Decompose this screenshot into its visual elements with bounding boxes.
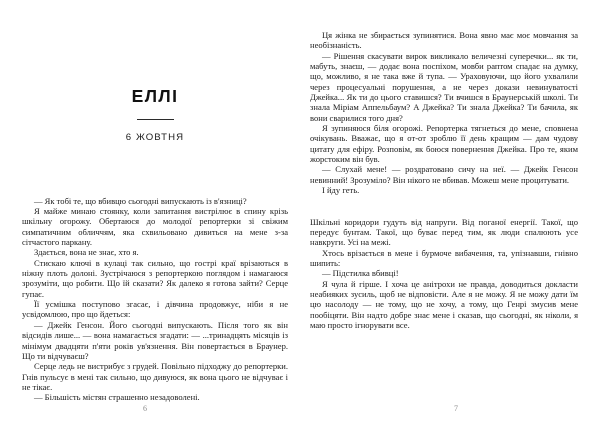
- chapter-title: ЕЛЛІ: [131, 86, 179, 106]
- paragraph: Шкільні коридори гудуть від напруги. Від поганої енергії. Такої, що передує бунтам. Такої, що буває перед тим, як люди спалюють усе навкруги. Усі на межі.: [310, 216, 578, 248]
- paragraph: — Підстилка вбивці!: [322, 268, 399, 279]
- paragraph: Її усмішка поступово згасає, і дівчина продовжує, ніби я не усвідомлюю, про що йдеться:: [22, 299, 288, 320]
- paragraph: Я зупиняюся біля огорожі. Репортерка тягнеться до мене, сповнена очікувань. Вважає, що я от-от зроблю її день кращим — дам чудову цитату для ефіру. Розповім, як боюся повернення Джейка. Про те, яким жорстоким він був.: [310, 123, 578, 165]
- paragraph: Здається, вона не знає, хто я.: [34, 247, 139, 258]
- chapter-date: 6 ЖОВТНЯ: [125, 132, 185, 144]
- chapter-divider-rule: [137, 119, 174, 121]
- paragraph: Хтось врізається в мене і бурмоче вибачення, та, упізнавши, гнівно шипить:: [310, 247, 578, 268]
- paragraph: — Джейк Генсон. Його сьогодні випускають. Після того як він відсидів лише... — вона намагається згадати: — ...тринадцять місяців із мінімум двадцяти п'яти років ув'язнення. Він повертається в Браунер. Що ти відчуваєш?: [22, 319, 288, 361]
- right-page: [300, 0, 600, 435]
- page-number-left: 6: [143, 404, 147, 413]
- paragraph: Я майже минаю стоянку, коли запитання вистрілює в спину крізь шкільну огорожу. Обертаюся до молодої репортерки зі свіжим симпатичним обличчям, яка схвильовано дивиться на мене з-за сітчастого паркану.: [22, 206, 288, 248]
- paragraph: Я чула й гірше. І хоча це анітрохи не правда, доводиться докласти неабияких зусиль, щоб не відповісти. Але я не можу. Я не можу дати їм цю насолоду — не тому, що не хочу, а тому, що Генрі змусив мене пообіцяти. Він надто добре знає мене і сказав, що сьогодні, як ніколи, я маю просто ігнорувати все.: [310, 278, 578, 330]
- paragraph: — Рішення скасувати вирок викликало величезні суперечки... як ти, мабуть, знаєш, — додає вона поспіхом, мовби раптом спадає на думку, що, можливо, я не така вже й тупа. — Ураховуючи, що його ухвалили через процесуальні порушення, а не через докази невинуватості Джейка... Як ти до цього ставишся? Ти вчишся в Браунерській школі. Ти знала Міріам Аппельбаум? А Джейка? Ти знала Джейка? Ти бачила, як вони сварилися того дня?: [310, 50, 578, 123]
- section-break: [310, 196, 578, 217]
- paragraph: Стискаю ключі в кулаці так сильно, що гострі краї врізаються в ніжну плоть долоні. Зустрічаюся з репортеркою поглядом і намагаюся зрозуміти, що робити. Що їй сказати? Як далеко я готова зайти? Серце гупає.: [22, 257, 288, 299]
- paragraph: — Слухай мене! — роздратовано сичу на неї. — Джейк Генсон невинний! Зрозуміло? Він нікого не вбивав. Можеш мене процитувати.: [310, 164, 578, 185]
- paragraph: І йду геть.: [322, 185, 360, 196]
- left-page-body: [22, 196, 288, 403]
- paragraph: Ця жінка не збирається зупинятися. Вона явно має моє мовчання за необізнаність.: [310, 30, 578, 51]
- paragraph: Серце ледь не вистрибує з грудей. Повільно підходжу до репортерки. Гнів пульсує в мені так сильно, що дивуюся, як вона цього не відчуває і не тікає.: [22, 361, 288, 392]
- chapter-heading-block: [22, 0, 288, 143]
- paragraph: — Більшість містян страшенно незадоволені.: [34, 392, 200, 403]
- page-number-right: 7: [454, 404, 458, 413]
- paragraph: — Як тобі те, що вбивцю сьогодні випускають із в'язниці?: [34, 195, 247, 206]
- right-page-body: [310, 30, 578, 330]
